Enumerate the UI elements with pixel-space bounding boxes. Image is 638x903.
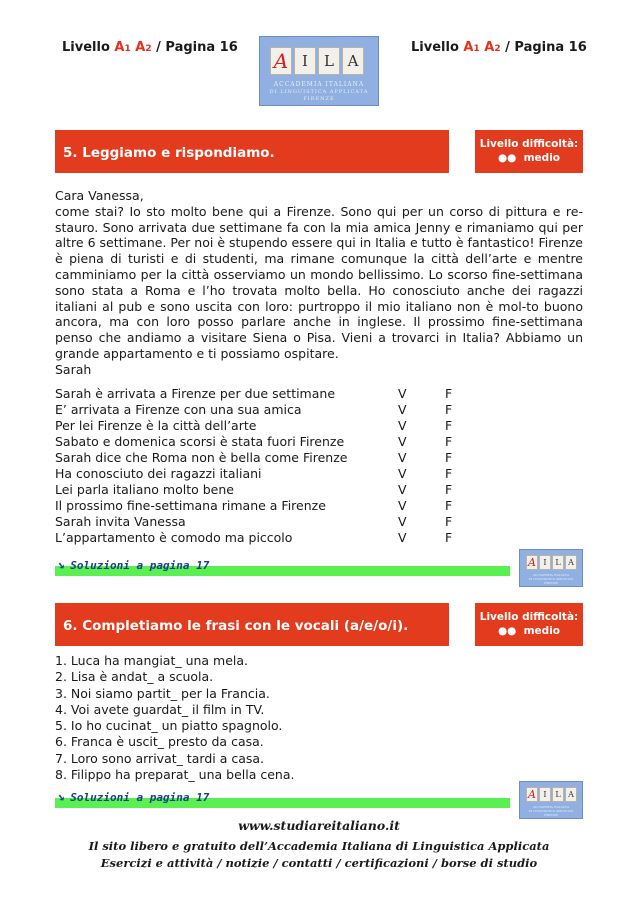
aila-logo [259,36,379,106]
footer-line-1: Il sito libero e gratuito dell’Accademia Italiana di Linguistica Applicata [88,839,550,853]
false-option[interactable]: F [445,450,453,465]
question-row [55,402,465,418]
arrow-icon: ➘ [57,791,64,804]
question-row [55,434,465,450]
true-option[interactable]: V [398,434,407,449]
logo-tile: A [565,787,577,802]
false-option[interactable]: F [445,466,453,481]
question-text: Lei parla italiano molto bene [55,482,234,497]
logo-tile: I [539,787,551,802]
section6-items [55,653,583,783]
difficulty-label: Livello difficoltà: [479,611,579,623]
true-option[interactable]: V [398,466,407,481]
solutions-text: Soluzioni a pagina 17 [70,791,210,804]
question-text: Sabato e domenica scorsi è stata fuori Firenze [55,434,345,449]
question-text: E’ arrivata a Firenze con una sua amica [55,402,302,417]
aila-logo-small [519,549,583,587]
exercise-item: 7. Loro sono arrivat_ tardi a casa. [55,750,265,766]
footer-line-2: Esercizi e attività / notizie / contatti / certificazioni / borse di studio [100,856,538,870]
false-option[interactable]: F [445,498,453,513]
question-row [55,530,465,546]
difficulty-dots: ●● [497,152,517,164]
arrow-icon: ➘ [57,559,64,572]
exercise-item: 3. Noi siamo partit_ per la Francia. [55,685,270,701]
logo-tile: A [342,47,364,75]
logo-tile: A [526,787,538,802]
question-row [55,482,465,498]
exercise-item: 8. Filippo ha preparat_ una bella cena. [55,767,295,783]
false-option[interactable]: F [445,386,453,401]
question-text: L’appartamento è comodo ma piccolo [55,530,293,545]
true-option[interactable]: V [398,482,407,497]
letter-greeting: Cara Vanessa, [55,188,144,203]
exercise-item: 2. Lisa è andat_ a scuola. [55,669,214,685]
logo-caption-1: ACCADEMIA ITALIANA [532,573,570,577]
question-row [55,466,465,482]
question-text: Ha conosciuto dei ragazzi italiani [55,466,262,481]
difficulty-value: medio [523,625,561,637]
false-option[interactable]: F [445,402,453,417]
logo-caption-1: ACCADEMIA ITALIANA [273,81,365,88]
logo-tile: A [526,555,538,570]
question-text: Il prossimo fine-settimana rimane a Firenze [55,498,326,513]
exercise-item: 1. Luca ha mangiat_ una mela. [55,653,249,668]
true-option[interactable]: V [398,450,407,465]
logo-caption-2: DI LINGUISTICA APPLICATA [528,809,574,813]
logo-caption-3: FIRENZE [303,96,335,102]
section5-letter [55,188,583,378]
section6-difficulty-box [475,603,583,646]
false-option[interactable]: F [445,514,453,529]
section5-title: 5. Leggiamo e rispondiamo. [63,145,275,161]
false-option[interactable]: F [445,434,453,449]
letter-signature: Sarah [55,361,92,377]
false-option[interactable]: F [445,482,453,497]
true-option[interactable]: V [398,514,407,529]
false-option[interactable]: F [445,530,453,545]
section5-difficulty-box [475,130,583,173]
question-text: Sarah dice che Roma non è bella come Firenze [55,450,348,465]
logo-tile: A [565,555,577,570]
aila-logo-small [519,781,583,819]
logo-caption-2: DI LINGUISTICA APPLICATA [269,89,369,95]
exercise-item: 4. Voi avete guardat_ il film in TV. [55,701,265,717]
true-option[interactable]: V [398,530,407,545]
true-option[interactable]: V [398,418,407,433]
section5-solutions-link[interactable] [57,559,209,572]
question-text: Sarah è arrivata a Firenze per due settimane [55,386,336,401]
difficulty-dots: ●● [497,625,517,637]
true-option[interactable]: V [398,498,407,513]
footer-url[interactable]: www.studiareitaliano.it [238,818,400,833]
question-row [55,386,465,402]
question-text: Sarah invita Vanessa [55,514,186,529]
letter-body: come stai? Io sto molto bene qui a Firenze. Sono qui per un corso di pittura e re-stauro. Sono arrivata due settimane fa con la mia amica Jenny e rimaniamo qui per altre 6 settimane. Per noi è stupendo essere qui in Italia e tutto è fantastico! Firenze è piena di turisti e di studenti, ma rimane comunque la città dell’arte e mentre camminiamo per la città osserviamo un mondo bellissimo. Lo scorso fine-settimana sono stata a Roma e l’ho trovata molto bella. Ho conosciuto anche dei ragazzi italiani al pub e sono uscita con loro: purtroppo il mio italiano non è mol-to buono ancora, ma con loro posso parlare anche in inglese. Il prossimo fine-settimana penso che andiamo a visitare Siena o Pisa. Vieni a trovarci in Italia? Abbiamo un grande appartamento e ti possiamo ospitare. [55,203,583,361]
logo-tile: A [270,47,292,75]
logo-caption-3: FIRENZE [543,813,559,817]
section6-title-bar [55,603,449,646]
true-option[interactable]: V [398,402,407,417]
section5-title-bar [55,130,449,173]
header-level-right: Livello A1 A2 / Pagina 16 [411,40,587,55]
logo-tile: L [318,47,340,75]
question-text: Per lei Firenze è la città dell’arte [55,418,257,433]
question-row [55,450,465,466]
difficulty-label: Livello difficoltà: [479,138,579,150]
logo-caption-2: DI LINGUISTICA APPLICATA [528,577,574,581]
solutions-text: Soluzioni a pagina 17 [70,559,210,572]
logo-tile: L [552,787,564,802]
section6-solutions-link[interactable] [57,791,209,804]
header-level-left: Livello A1 A2 / Pagina 16 [62,40,238,55]
logo-caption-1: ACCADEMIA ITALIANA [532,805,570,809]
exercise-item: 5. Io ho cucinat_ un piatto spagnolo. [55,718,283,734]
section6-title: 6. Completiamo le frasi con le vocali (a/e/o/i). [63,618,409,634]
logo-tile: I [294,47,316,75]
logo-tile: L [552,555,564,570]
question-row [55,498,465,514]
question-row [55,418,465,434]
true-option[interactable]: V [398,386,407,401]
logo-tile: I [539,555,551,570]
question-row [55,514,465,530]
difficulty-value: medio [523,152,561,164]
false-option[interactable]: F [445,418,453,433]
logo-caption-3: FIRENZE [543,581,559,585]
exercise-item: 6. Franca è uscit_ presto da casa. [55,734,264,750]
